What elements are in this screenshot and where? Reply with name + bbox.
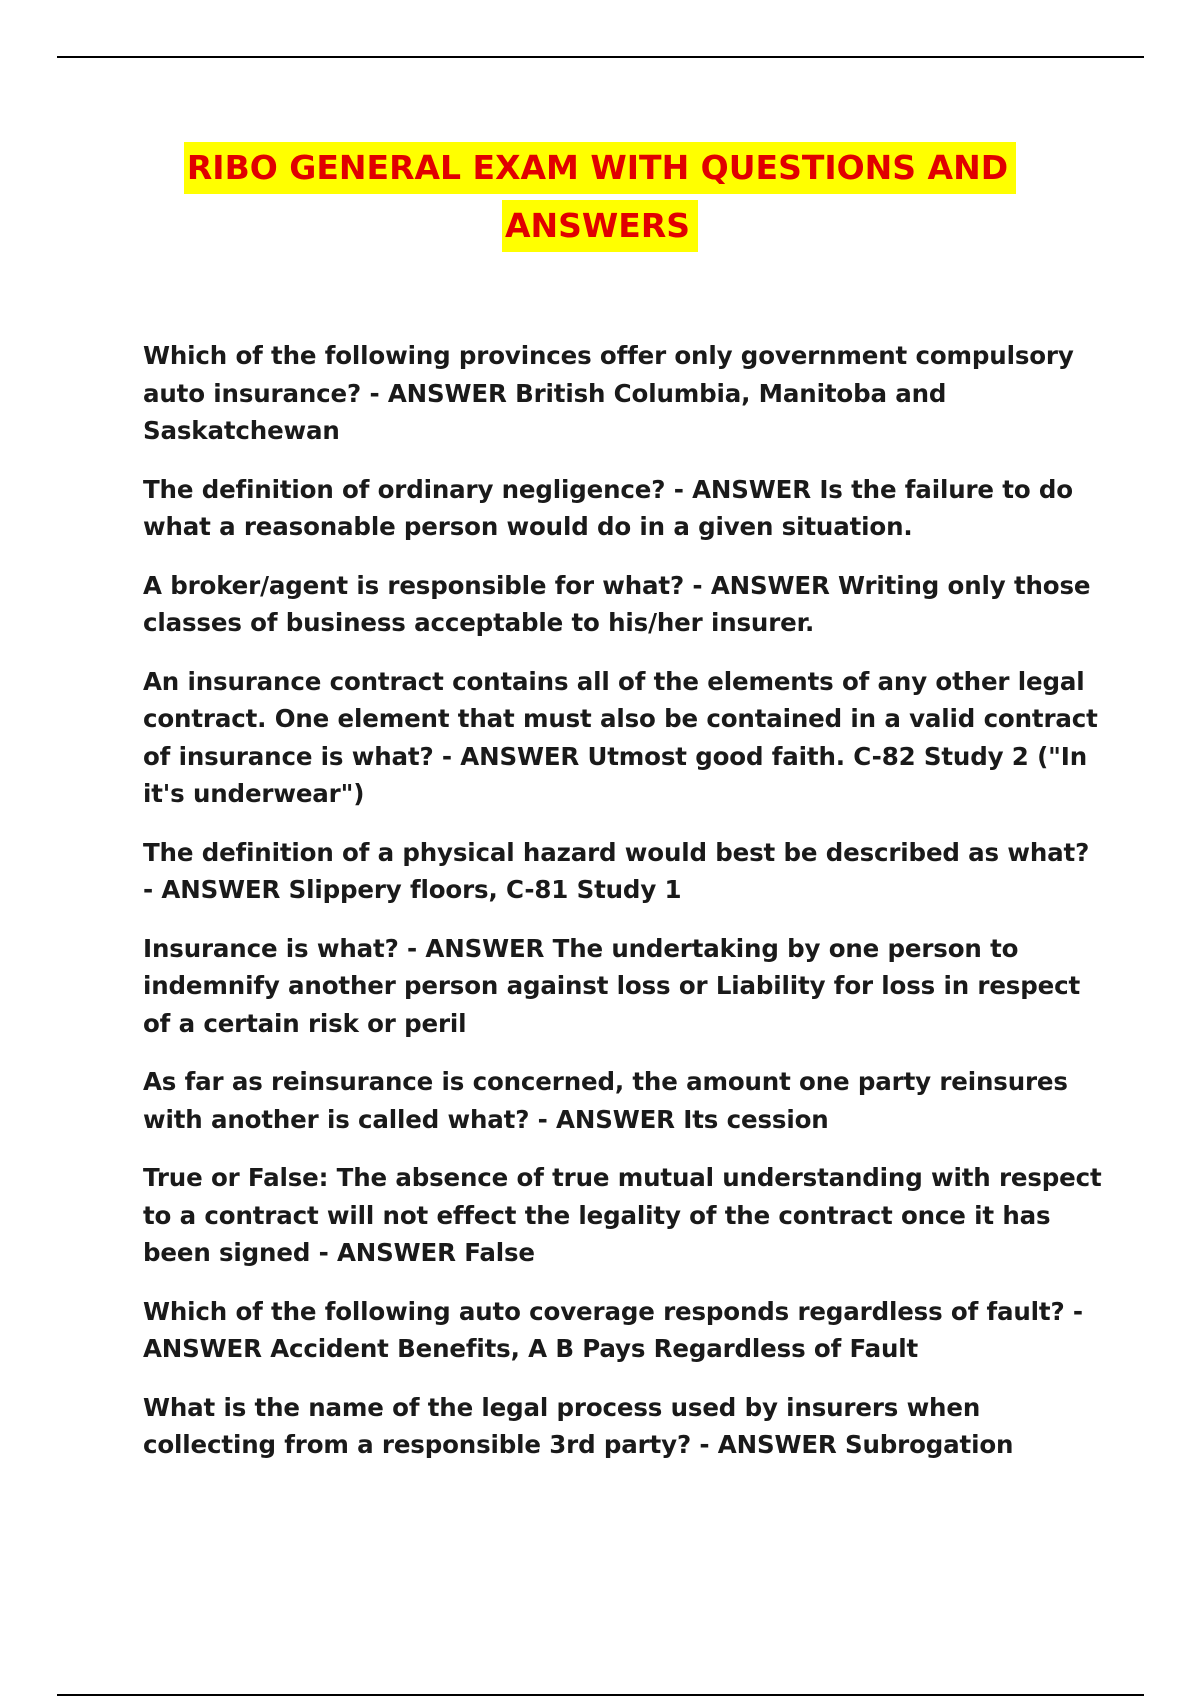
qa-item: The definition of ordinary negligence? - ANSWER Is the failure to do what a reasonable person would do in a given situation.	[143, 474, 1073, 541]
qa-item: As far as reinsurance is concerned, the amount one party reinsures with another is called what? - ANSWER Its cession	[143, 1067, 1068, 1134]
qa-item: What is the name of the legal process used by insurers when collecting from a responsible 3rd party? - ANSWER Subrogation	[143, 1392, 1014, 1459]
qa-item: An insurance contract contains all of the elements of any other legal contract. One element that must also be contained in a valid contract of insurance is what? - ANSWER Utmost good faith. C-82 Study 2 ("In it's underwear")	[143, 666, 1098, 808]
bottom-divider	[57, 1694, 1144, 1696]
qa-item: Insurance is what? - ANSWER The undertaking by one person to indemnify another person against loss or Liability for loss in respect of a certain risk or peril	[143, 933, 1081, 1038]
qa-item: The definition of a physical hazard would best be described as what? - ANSWER Slippery floors, C-81 Study 1	[143, 837, 1090, 904]
qa-item: Which of the following provinces offer only government compulsory auto insurance? - ANSWER British Columbia, Manitoba and Saskatchewan	[143, 341, 1074, 445]
top-divider	[57, 56, 1144, 58]
title-line-1: RIBO GENERAL EXAM WITH QUESTIONS AND	[184, 142, 1016, 194]
qa-item: A broker/agent is responsible for what? - ANSWER Writing only those classes of business acceptable to his/her insurer.	[143, 570, 1091, 637]
qa-item: True or False: The absence of true mutual understanding with respect to a contract will not effect the legality of the contract once it has been signed - ANSWER False	[143, 1163, 1102, 1267]
qa-list	[143, 337, 1103, 1485]
title-line-2: ANSWERS	[502, 200, 698, 252]
document-title	[100, 142, 1100, 258]
qa-item: Which of the following auto coverage responds regardless of fault? - ANSWER Accident Benefits, A B Pays Regardless of Fault	[143, 1296, 1083, 1363]
